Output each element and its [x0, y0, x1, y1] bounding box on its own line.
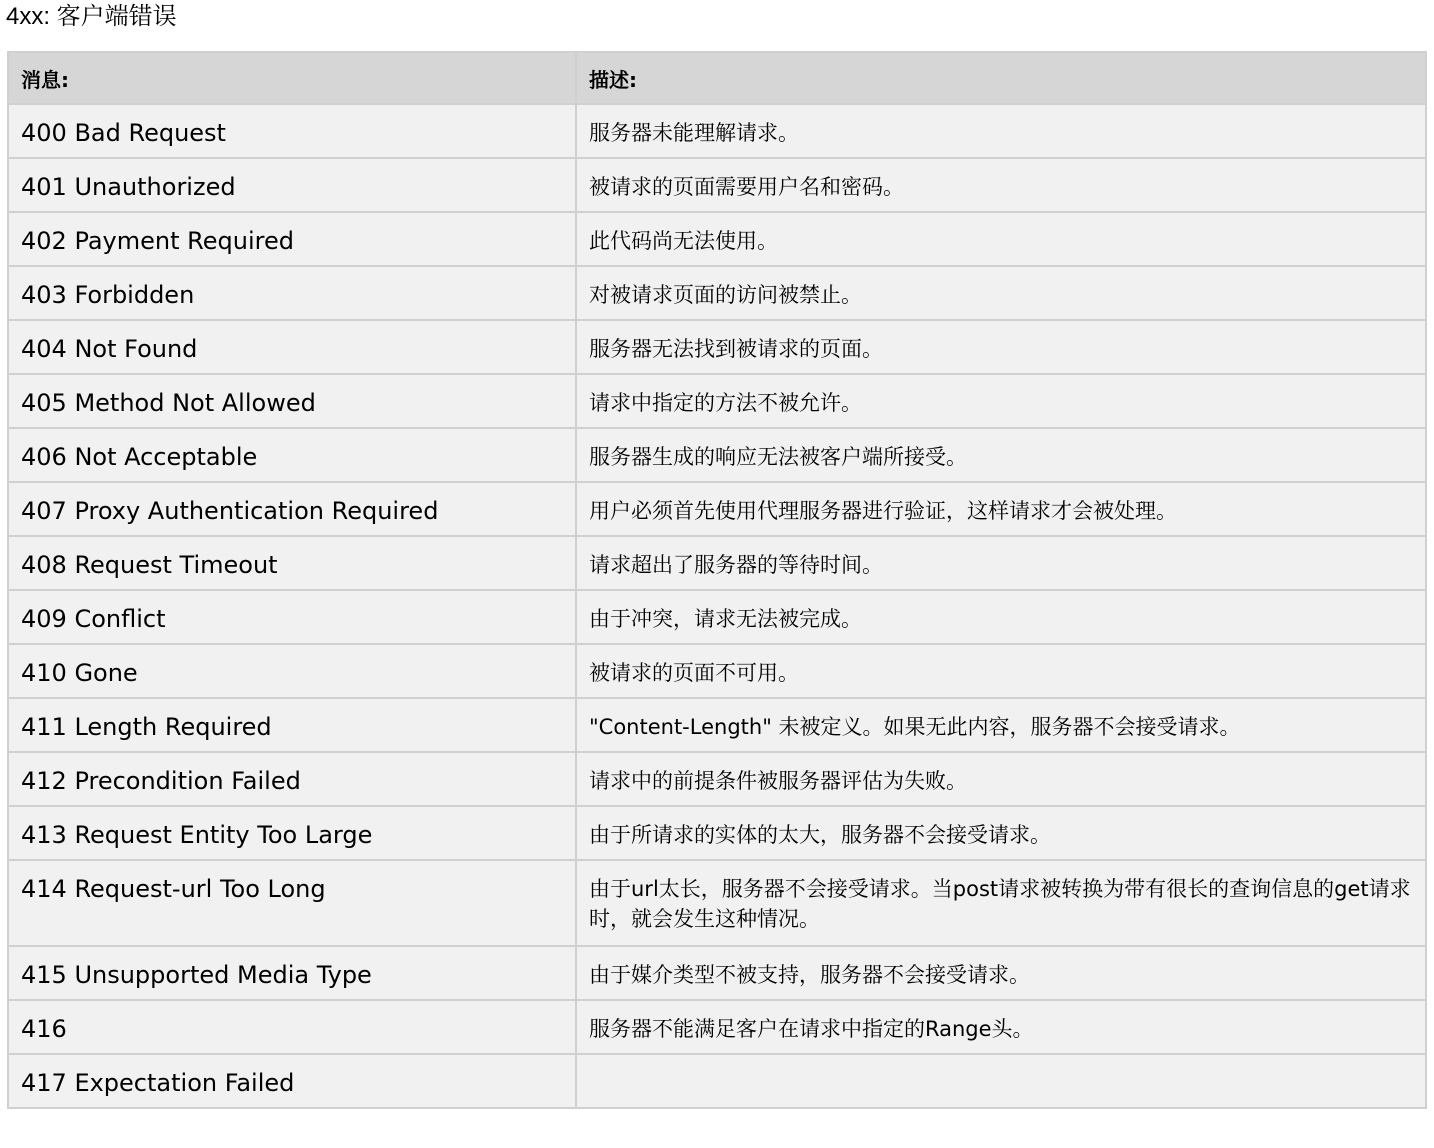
status-description: 由于媒介类型不被支持，服务器不会接受请求。 [576, 946, 1426, 1000]
status-description: 服务器无法找到被请求的页面。 [576, 320, 1426, 374]
table-row [8, 1054, 1426, 1108]
status-description: 用户必须首先使用代理服务器进行验证，这样请求才会被处理。 [576, 482, 1426, 536]
table-row [8, 104, 1426, 158]
table-row [8, 644, 1426, 698]
status-message: 404 Not Found [8, 320, 576, 374]
status-message: 413 Request Entity Too Large [8, 806, 576, 860]
status-description: 服务器不能满足客户在请求中指定的Range头。 [576, 1000, 1426, 1054]
table-row [8, 320, 1426, 374]
status-description: 由于冲突，请求无法被完成。 [576, 590, 1426, 644]
status-description: 对被请求页面的访问被禁止。 [576, 266, 1426, 320]
status-message: 416 [8, 1000, 576, 1054]
table-row [8, 590, 1426, 644]
header-description: 描述: [576, 52, 1426, 104]
status-message: 409 Conflict [8, 590, 576, 644]
table-row [8, 266, 1426, 320]
table-row [8, 752, 1426, 806]
status-description: 此代码尚无法使用。 [576, 212, 1426, 266]
status-message: 410 Gone [8, 644, 576, 698]
table-row [8, 212, 1426, 266]
table-row [8, 536, 1426, 590]
status-description: 请求中的前提条件被服务器评估为失败。 [576, 752, 1426, 806]
status-message: 417 Expectation Failed [8, 1054, 576, 1108]
section-title: 4xx: 客户端错误 [6, 3, 177, 30]
status-description: 由于url太长，服务器不会接受请求。当post请求被转换为带有很长的查询信息的get请求时，就会发生这种情况。 [576, 860, 1426, 946]
status-message: 403 Forbidden [8, 266, 576, 320]
table-row [8, 428, 1426, 482]
status-message: 411 Length Required [8, 698, 576, 752]
status-description: 被请求的页面需要用户名和密码。 [576, 158, 1426, 212]
table-row [8, 1000, 1426, 1054]
table-row [8, 860, 1426, 946]
table-row [8, 946, 1426, 1000]
status-message: 405 Method Not Allowed [8, 374, 576, 428]
status-description: 请求超出了服务器的等待时间。 [576, 536, 1426, 590]
status-message: 401 Unauthorized [8, 158, 576, 212]
status-description: 由于所请求的实体的太大，服务器不会接受请求。 [576, 806, 1426, 860]
status-description [576, 1054, 1426, 1108]
table-header-row [8, 52, 1426, 104]
status-message: 407 Proxy Authentication Required [8, 482, 576, 536]
status-message: 414 Request-url Too Long [8, 860, 576, 946]
table-row [8, 698, 1426, 752]
status-description: 服务器未能理解请求。 [576, 104, 1426, 158]
status-code-table [7, 51, 1427, 1109]
table-row [8, 482, 1426, 536]
header-message: 消息: [8, 52, 576, 104]
status-description: 服务器生成的响应无法被客户端所接受。 [576, 428, 1426, 482]
status-message: 408 Request Timeout [8, 536, 576, 590]
table-row [8, 806, 1426, 860]
table-row [8, 158, 1426, 212]
status-message: 415 Unsupported Media Type [8, 946, 576, 1000]
status-description: 请求中指定的方法不被允许。 [576, 374, 1426, 428]
status-description: "Content-Length" 未被定义。如果无此内容，服务器不会接受请求。 [576, 698, 1426, 752]
status-message: 402 Payment Required [8, 212, 576, 266]
status-message: 412 Precondition Failed [8, 752, 576, 806]
status-message: 400 Bad Request [8, 104, 576, 158]
status-description: 被请求的页面不可用。 [576, 644, 1426, 698]
status-message: 406 Not Acceptable [8, 428, 576, 482]
table-row [8, 374, 1426, 428]
